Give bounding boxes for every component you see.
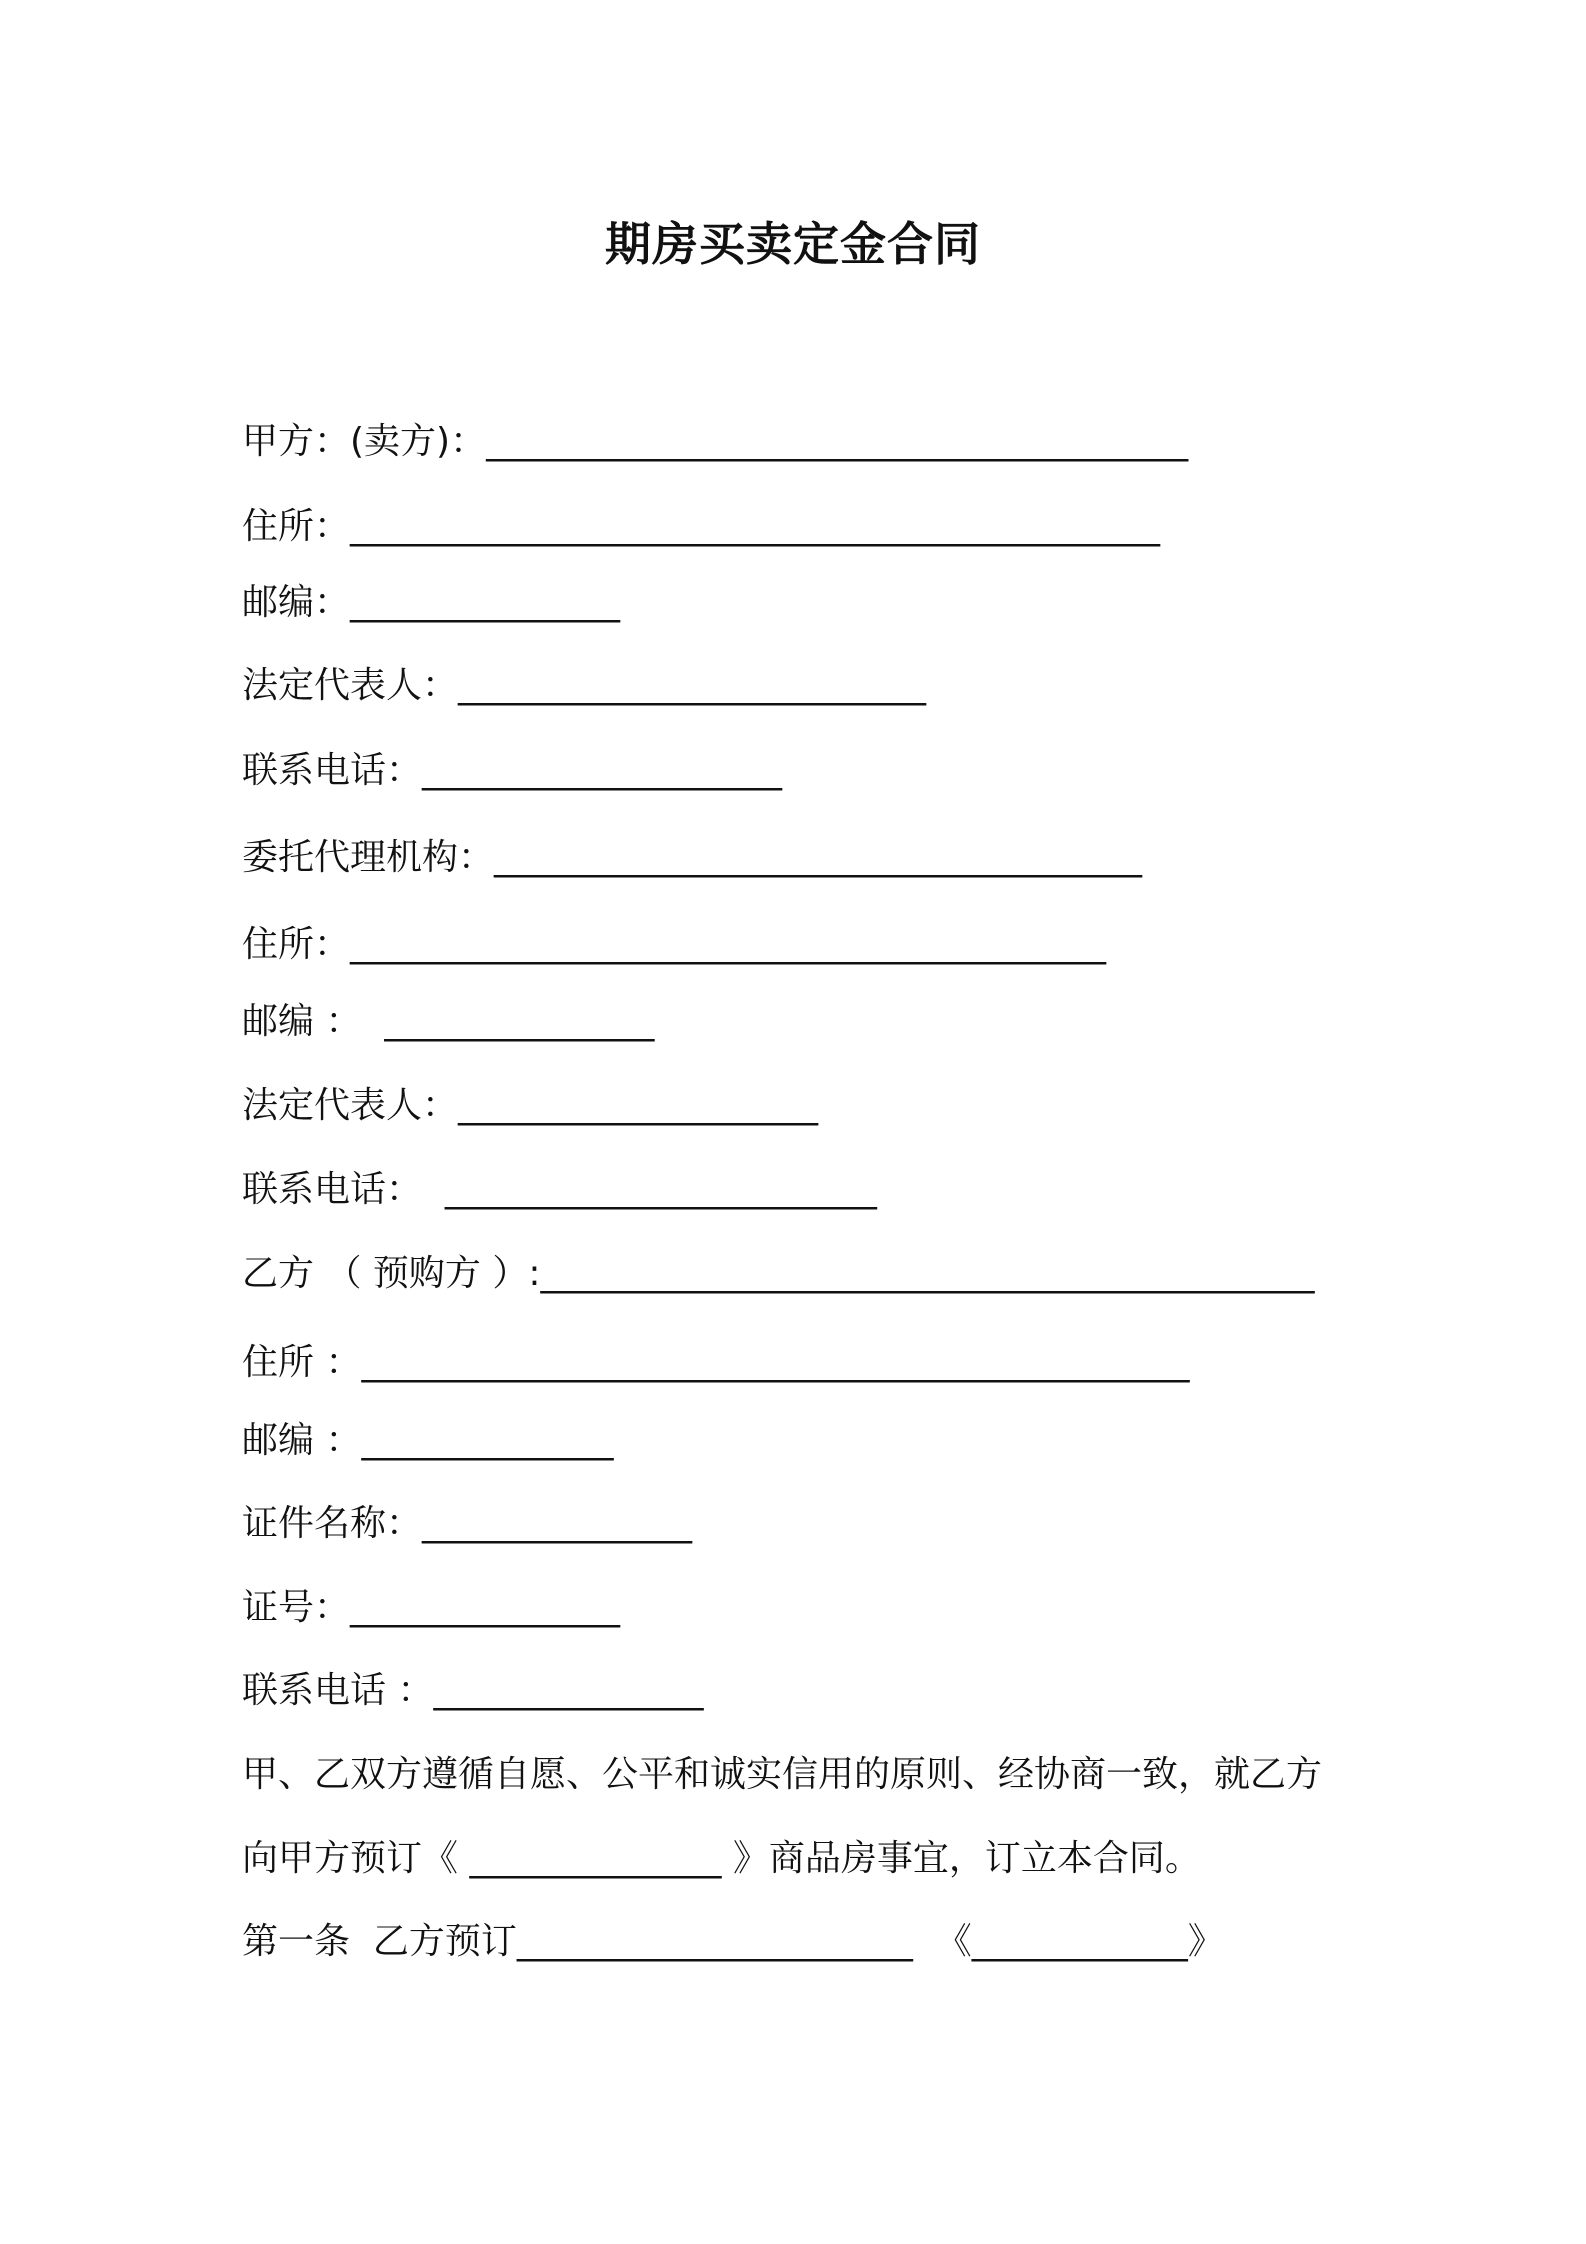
party-b-phone-line: 联系电话 ：_______________ [242, 1670, 704, 1711]
agent-legal-rep-line: 法定代表人：____________________ [242, 1085, 819, 1126]
party-b-address-line: 住所 ：______________________________________________ [242, 1342, 1190, 1383]
preamble-line-1: 甲、乙双方遵循自愿、公平和诚实信用的原则、经协商一致，就乙方 [242, 1754, 1323, 1795]
agent-phone-line: 联系电话： ________________________ [242, 1169, 877, 1210]
party-a-phone-line: 联系电话：____________________ [242, 750, 783, 791]
party-a-postcode-line: 邮编：_______________ [242, 582, 621, 623]
preamble-line-2: 向甲方预订《 ______________ 》商品房事宜，订立本合同。 [242, 1838, 1201, 1879]
article-one-line: 第一条 乙方预订______________________ 《____________》 [242, 1921, 1224, 1962]
party-b-id-type-line: 证件名称：_______________ [242, 1503, 693, 1544]
party-b-buyer-line: 乙方 （ 预购方 ）:___________________________________________ [242, 1253, 1315, 1294]
party-a-legal-rep-line: 法定代表人：__________________________ [242, 665, 927, 706]
party-b-postcode-line: 邮编 ：______________ [242, 1420, 614, 1461]
party-a-seller-line: 甲方：(卖方)：_______________________________________ [242, 421, 1189, 462]
party-b-id-number-line: 证号：_______________ [242, 1587, 621, 1628]
party-a-address-line: 住所：_____________________________________________ [242, 506, 1161, 547]
document-title: 期房买卖定金合同 [605, 217, 981, 271]
agent-address-line: 住所：__________________________________________ [242, 924, 1107, 965]
agent-agency-line: 委托代理机构：____________________________________ [242, 837, 1143, 878]
agent-postcode-line: 邮编 ： _______________ [242, 1001, 655, 1042]
